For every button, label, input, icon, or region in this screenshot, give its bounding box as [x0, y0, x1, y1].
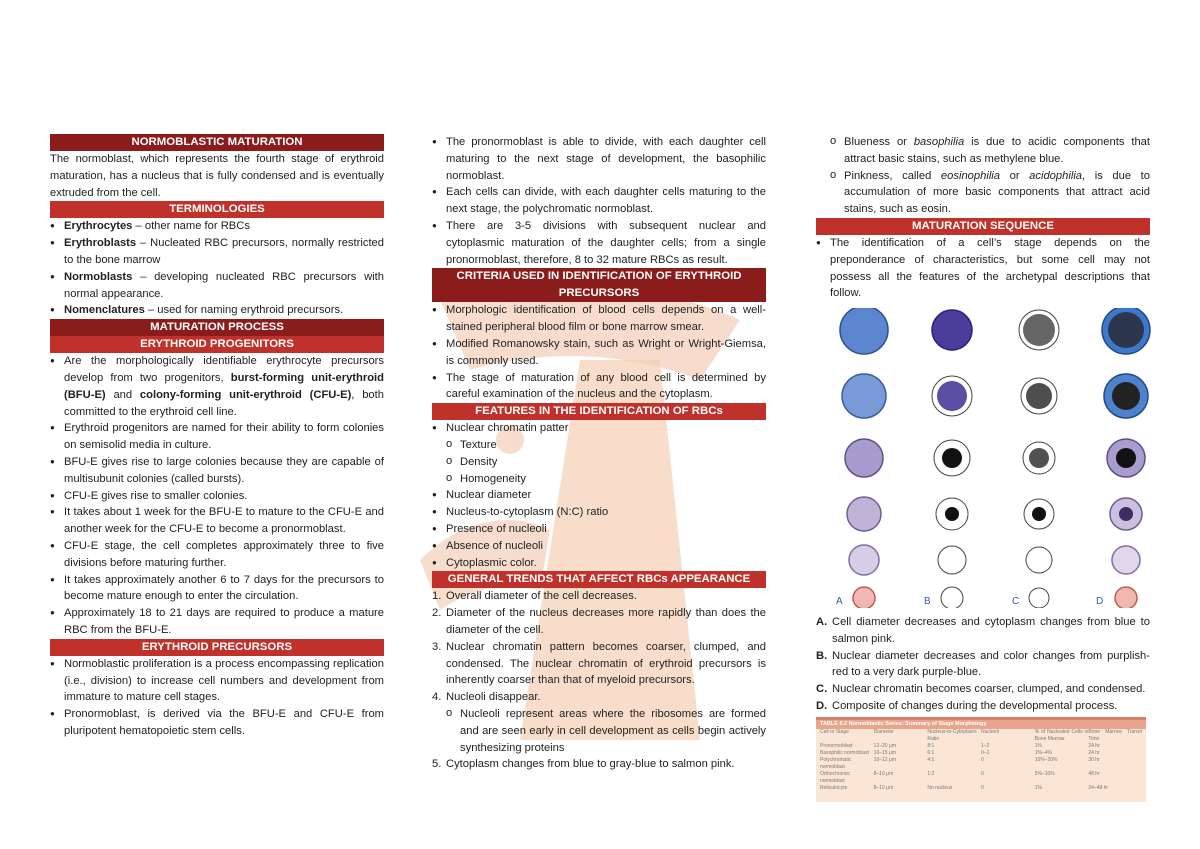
table-row: Reticulocyte 8–10 μm No nucleus 0 1% 24–48 hr [820, 784, 1109, 791]
legend-item: C. Nuclear chromatin becomes coarser, clumped, and condensed. [816, 683, 1146, 696]
header-general-trends: GENERAL TRENDS THAT AFFECT RBCs APPEARANCE [432, 571, 766, 588]
label-a: A [836, 596, 843, 608]
header-erythroid-precursors: ERYTHROID PRECURSORS [50, 639, 384, 656]
list-subitem: o Blueness or basophilia is due to acidic components that attract basic stains, such as methylene blue. [816, 134, 1150, 168]
header-maturation-process: MATURATION PROCESS [50, 319, 384, 336]
list-item: ● Nucleus-to-cytoplasm (N:C) ratio [432, 504, 766, 521]
legend-item: B. Nuclear diameter decreases and color changes from purplish-red to a very dark purple-blue. [816, 649, 1150, 679]
list-item: ● Are the morphologically identifiable erythrocyte precursors develop from two progenitors, burst-forming unit-erythroid (BFU-E) and colony-forming unit-erythroid (CFU-E), both committed to the erythroid cell line. [50, 353, 384, 420]
list-item: 5. Cytoplasm changes from blue to gray-blue to salmon pink. [432, 758, 735, 771]
header-criteria: CRITERIA USED IN IDENTIFICATION OF ERYTHROID PRECURSORS [432, 268, 766, 302]
column-2 [432, 134, 766, 773]
precursor-list [50, 656, 384, 740]
column-1 [50, 134, 384, 740]
column-d-cells [1102, 308, 1150, 608]
list-item: ● Absence of nucleoli [432, 538, 766, 555]
column-c-cells [1019, 310, 1059, 608]
list-subitem: o Nucleoli represent areas where the ribosomes are formed and are seen early in cell development as cells begin actively synthesizing proteins [432, 706, 766, 756]
list-item: ● The identification of a cell’s stage depends on the preponderance of characteristics, but some cell may not possess all the features of the archetypal descriptions that follow. [816, 235, 1150, 302]
table-row: Pronormoblast 12–20 μm 8:1 1–2 1% 24 hr [820, 742, 1100, 749]
list-subitem: o Homogeneity [432, 471, 766, 488]
list-item: ● The pronormoblast is able to divide, with each daughter cell maturing to the next stage of development, the basophilic normoblast. [432, 134, 766, 184]
list-item: ● Erythrocytes – other name for RBCs [50, 218, 384, 235]
table-title: TABLE 8.2 Normoblastic Series: Summary of Stage Morphology [816, 720, 1146, 729]
list-item: ● It takes approximately another 6 to 7 days for the precursors to become mature enough to enter the circulation. [50, 572, 384, 606]
list-item: ● CFU-E gives rise to smaller colonies. [50, 488, 384, 505]
list-item: ● Erythroid progenitors are named for their ability to form colonies on semisolid media in culture. [50, 420, 384, 454]
list-item: 4. Nucleoli disappear. [432, 691, 541, 704]
label-d: D [1096, 596, 1104, 608]
table-header-row: Cell or Stage Diameter Nucleus-to-Cytoplasm Ratio Nucleoli % of Nucleated Cells in Bone Marrow Bone Marrow Transit Time [820, 728, 1143, 742]
table-row: Basophilic normoblast 10–15 μm 6:1 0–1 1%–4% 24 hr [820, 749, 1100, 756]
column-a-cells [840, 308, 888, 608]
list-item: ● Modified Romanowsky stain, such as Wright or Wright-Giemsa, is commonly used. [432, 336, 766, 370]
list-subitem: o Pinkness, called eosinophilia or acidophilia, is due to accumulation of more basic components that attract acid stains, such as eosin. [816, 168, 1150, 218]
features-list [432, 420, 766, 571]
list-item: ● Cytoplasmic color. [432, 555, 766, 572]
legend-item: A. Cell diameter decreases and cytoplasm changes from blue to salmon pink. [816, 615, 1150, 645]
header-erythroid-progenitors: ERYTHROID PROGENITORS [50, 336, 384, 353]
list-item: 1. Overall diameter of the cell decreases. [432, 590, 637, 603]
stage-morphology-table [816, 717, 1146, 802]
sequence-list [816, 235, 1150, 302]
list-item: ● Nuclear chromatin patter [432, 420, 766, 437]
header-maturation-sequence: MATURATION SEQUENCE [816, 218, 1150, 235]
list-item: ● Approximately 18 to 21 days are required to produce a mature RBC from the BFU-E. [50, 605, 384, 639]
terminology-list [50, 218, 384, 319]
list-subitem: o Texture [432, 437, 766, 454]
label-b: B [924, 596, 931, 608]
list-item: ● There are 3-5 divisions with subsequent nuclear and cytoplasmic maturation of the daughter cells; from a single pronormoblast, therefore, 8 to 32 mature RBCs as result. [432, 218, 766, 268]
list-item: 2. Diameter of the nucleus decreases more rapidly than does the diameter of the cell. [432, 607, 766, 636]
list-item: 3. Nuclear chromatin pattern becomes coarser, clumped, and condensed. The nuclear chromatin of erythroid precursors is inherently coarser than that of myeloid precursors. [432, 640, 766, 687]
stain-list [816, 134, 1150, 218]
table-row: Polychromatic normoblast 10–12 μm 4:1 0 10%–20% 30 hr [820, 756, 1100, 770]
intro-paragraph: The normoblast, which represents the fourth stage of erythroid maturation, has a nucleus that is fully condensed and is eventually extruded from the cell. [50, 153, 384, 199]
list-item: ● Normoblasts – developing nucleated RBC precursors with normal appearance. [50, 269, 384, 303]
list-subitem: o Density [432, 454, 766, 471]
progenitor-list [50, 353, 384, 639]
header-terminologies: TERMINOLOGIES [50, 201, 384, 218]
label-c: C [1012, 596, 1020, 608]
list-item: ● CFU-E stage, the cell completes approximately three to five divisions before maturing further. [50, 538, 384, 572]
list-item: ● Morphologic identification of blood cells depends on a well-stained peripheral blood film or bone marrow smear. [432, 302, 766, 336]
list-item: ● Nomenclatures – used for naming erythroid precursors. [50, 302, 384, 319]
list-item: ● It takes about 1 week for the BFU-E to mature to the CFU-E and another week for the CFU-E to become a pronormoblast. [50, 504, 384, 538]
list-item: ● Pronormoblast, is derived via the BFU-E and CFU-E from pluripotent hematopoietic stem cells. [50, 706, 384, 740]
figure-legend [816, 614, 1150, 715]
list-item: ● Erythroblasts – Nucleated RBC precursors, normally restricted to the bone marrow [50, 235, 384, 269]
list-item: ● Presence of nucleoli [432, 521, 766, 538]
list-item: ● Each cells can divide, with each daughter cells maturing to the next stage, the polychromatic normoblast. [432, 184, 766, 218]
column-b-cells [932, 310, 972, 608]
column-3 [816, 134, 1150, 802]
header-normoblastic-maturation: NORMOBLASTIC MATURATION [50, 134, 384, 151]
list-item: ● Normoblastic proliferation is a process encompassing replication (i.e., division) to increase cell numbers and development from immature to mature cell stages. [50, 656, 384, 706]
table-row: Orthochromic normoblast 8–10 μm 1:2 0 5%–10% 48 hr [820, 770, 1100, 784]
list-item: ● The stage of maturation of any blood cell is determined by careful examination of the nucleus and the cytoplasm. [432, 370, 766, 404]
header-features: FEATURES IN THE IDENTIFICATION OF RBCs [432, 403, 766, 420]
criteria-list [432, 302, 766, 403]
list-item: ● Nuclear diameter [432, 487, 766, 504]
legend-item: D. Composite of changes during the developmental process. [816, 699, 1118, 712]
pronormoblast-list [432, 134, 766, 268]
maturation-figure [834, 308, 1154, 608]
list-item: ● BFU-E gives rise to large colonies because they are capable of multisubunit colonies (called bursts). [50, 454, 384, 488]
trends-list [432, 588, 766, 773]
